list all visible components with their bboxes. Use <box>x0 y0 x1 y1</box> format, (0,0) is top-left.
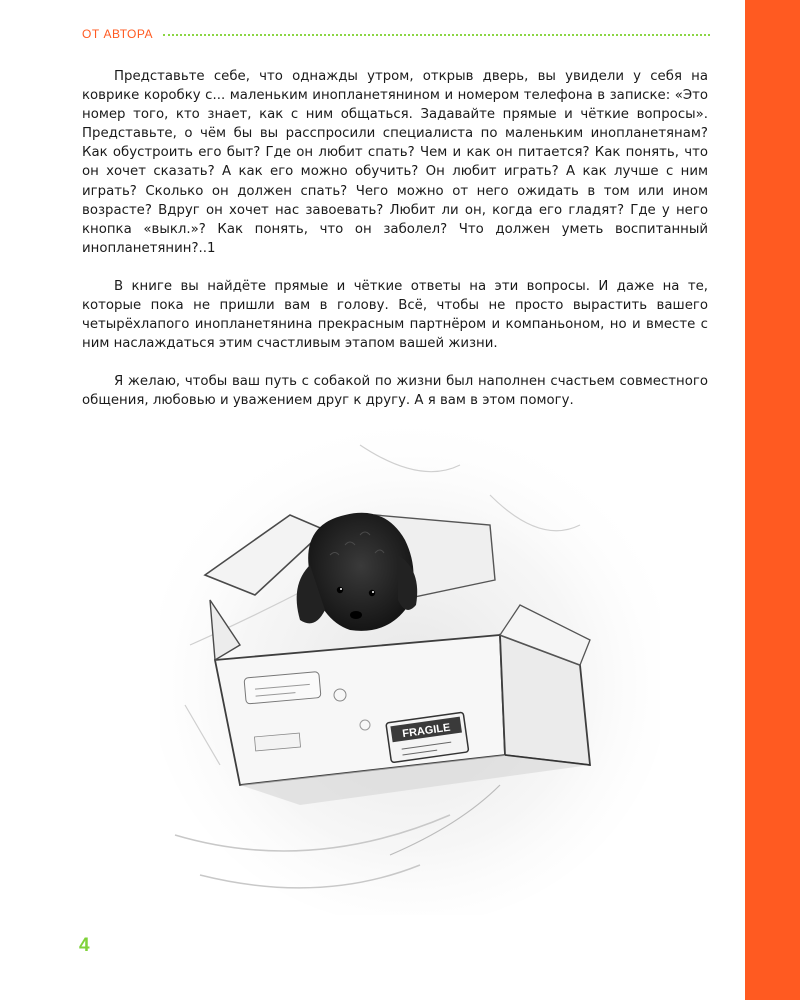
side-color-bar <box>745 0 800 1000</box>
paragraph: Я желаю, чтобы ваш путь с собакой по жизни был наполнен счастьем совместного общения, любовью и уважением друг к другу. А я вам в этом помогу. <box>82 374 708 409</box>
paragraph: Представьте себе, что однажды утром, открыв дверь, вы увидели у себя на коврике коробку с... маленьким инопланетянином и номером телефона в записке: «Это номер того, кто знает, как с ним общаться. Задавайте прямые и чёткие вопросы». Представьте, о чём бы вы расспросили специалиста по маленьким инопланетянам? Как обустроить его быт? Где он любит спать? Чем и как он питается? Как понять, что он хочет сказать? А как его можно обучить? Он любит играть? А как лучше с ним играть? Сколько он должен спать? Чего можно от него ожидать в том или ином возрасте? Вдруг он хочет нас завоевать? Любит ли он, когда его гладят? Где у него кнопка «выкл.»? Как понять, что он заболел? Что должен уметь воспитанный инопланетянин?..1 <box>82 69 708 256</box>
running-header <box>82 26 710 42</box>
page-number: 4 <box>79 935 90 956</box>
box-label: FRAGILE <box>401 721 452 741</box>
paragraph: В книге вы найдёте прямые и чёткие ответы на эти вопросы. И даже на те, которые пока не пришли вам в голову. Всё, чтобы не просто вырастить вашего четырёхлапого инопланетянина прекрасным партнёром и компаньоном, но и вместе с ним наслаждаться этим счастливым этапом вашей жизни. <box>82 278 708 352</box>
section-title: ОТ АВТОРА <box>82 27 154 41</box>
puppy-in-box-illustration <box>160 405 660 915</box>
body-text <box>82 67 708 430</box>
header-dotted-rule <box>163 34 710 36</box>
